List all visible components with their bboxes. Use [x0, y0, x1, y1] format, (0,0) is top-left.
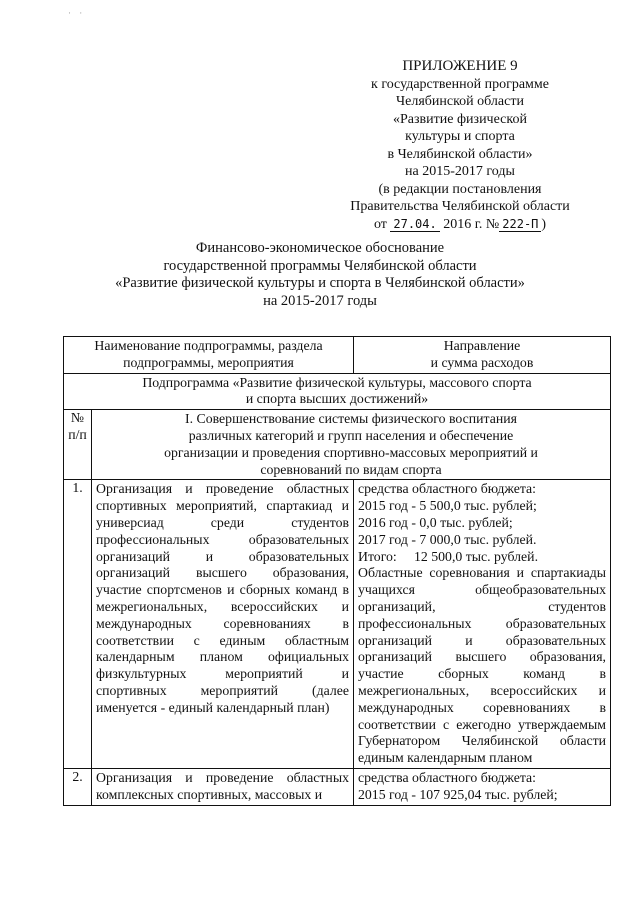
funding-table [63, 336, 611, 806]
num-header: № п/п [64, 410, 92, 480]
section-row [64, 410, 611, 480]
funding-line: 2016 год - 0,0 тыс. рублей; [358, 514, 513, 530]
funding-line: средства областного бюджета: [358, 769, 536, 785]
col-funding-header: Направление и сумма расходов [354, 337, 611, 374]
table-row [64, 768, 611, 805]
subprogram-title: Подпрограмма «Развитие физической культуры, массового спорта и спорта высших достижений» [64, 373, 611, 410]
appendix-line: на 2015-2017 годы [405, 164, 515, 179]
section-title: I. Совершенствование системы физического воспитания различных категорий и групп населения и обеспечение организации и проведения спортивно-массовых мероприятий и соревнований по видам спорта [92, 410, 611, 480]
appendix-block [330, 58, 590, 233]
resolution-number: 222-П [499, 217, 541, 232]
appendix-line: (в редакции постановления [378, 181, 542, 197]
heading-line: государственной программы Челябинской области [163, 257, 477, 274]
funding-line: средства областного бюджета: [358, 481, 536, 497]
funding-line: 2015 год - 107 925,04 тыс. рублей; [358, 786, 558, 802]
funding-line: 2017 год - 7 000,0 тыс. рублей. [358, 531, 537, 547]
funding-line: 2015 год - 5 500,0 тыс. рублей; [358, 498, 537, 514]
appendix-title: ПРИЛОЖЕНИЕ 9 [402, 58, 518, 74]
row-number: 1. [64, 480, 92, 769]
resolution-date-line [330, 216, 590, 234]
closing-paren: ) [541, 216, 547, 232]
funding-cell [354, 480, 611, 769]
col-name-header: Наименование подпрограммы, раздела подпрограммы, мероприятия [64, 337, 354, 374]
activity-name: Организация и проведение областных спортивных мероприятий, спартакиад и универсиад среди студентов профессиональных образовательных организаций и образовательных организаций высшего образования, участие спортсменов и сборных команд в межрегиональных, всероссийских и международных соревнованиях в соответствии с единым областным календарным планом официальных физкультурных мероприятий и спортивных мероприятий (далее именуется - единый календарный план) [92, 480, 354, 769]
heading-line: Финансово-экономическое обоснование [195, 240, 445, 256]
heading-line: на 2015-2017 годы [263, 292, 377, 309]
appendix-line: культуры и спорта [405, 129, 515, 144]
appendix-line: «Развитие физической [393, 111, 527, 127]
appendix-line: Правительства Челябинской области [350, 199, 570, 214]
heading-line: «Развитие физической культуры и спорта в Челябинской области» [115, 275, 525, 291]
date-prefix: от [373, 216, 387, 232]
table-header-row [64, 337, 611, 374]
appendix-line: Челябинской области [396, 94, 524, 109]
appendix-line: к государственной программе [371, 76, 549, 92]
row-number: 2. [64, 768, 92, 805]
appendix-line: в Челябинской области» [387, 146, 533, 162]
document-heading [60, 240, 580, 310]
table-row [64, 480, 611, 769]
subprogram-row [64, 373, 611, 410]
activity-name: Организация и проведение областных комплексных спортивных, массовых и [92, 768, 354, 805]
funding-cell [354, 768, 611, 805]
funding-description: Областные соревнования и спартакиады учащихся общеобразовательных организаций, студентов профессиональных образовательных организаций и образовательных организаций высшего образования, участие сборных команд в межрегиональных, всероссийских и международных соревнованиях в соответствии с ежегодно утверждаемым Губернатором Челябинской области единым календарным планом [358, 565, 606, 766]
scan-marks: · · [68, 8, 86, 18]
date-value: 27.04. [390, 217, 439, 232]
year-text: 2016 г. № [443, 216, 500, 232]
funding-total: Итого: 12 500,0 тыс. рублей. [358, 548, 539, 564]
